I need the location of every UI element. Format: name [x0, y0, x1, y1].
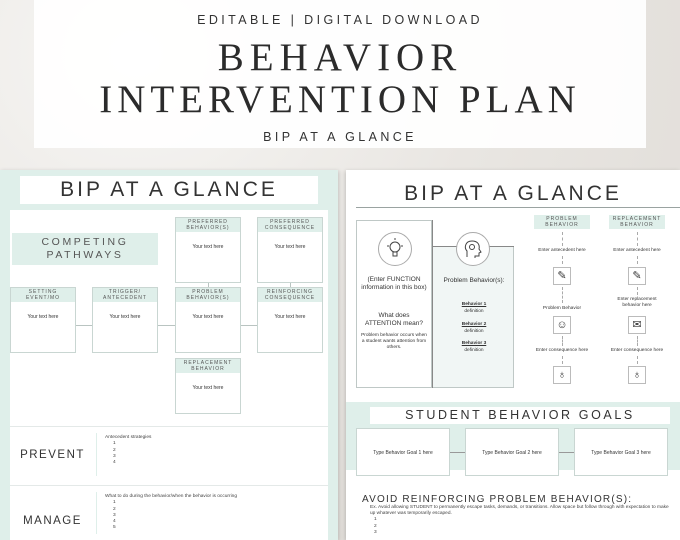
- problem-behaviors-label: Problem Behavior(s):: [443, 277, 505, 284]
- behavior-3-name: Behavior 3: [461, 341, 487, 346]
- behavior-3-def: definition: [464, 348, 484, 353]
- banner-title-line1: BEHAVIOR: [217, 36, 463, 79]
- manage-row: [10, 485, 328, 540]
- pencil-icon: ✎: [628, 267, 646, 285]
- flow-line: [637, 336, 638, 346]
- list-item: 2: [113, 506, 116, 512]
- attention-question: What does ATTENTION mean?: [364, 312, 424, 327]
- box-text: Your text here: [192, 314, 224, 320]
- flow-line: [637, 256, 638, 264]
- box-text: Your text here: [109, 314, 141, 320]
- goal-box-1[interactable]: Type Behavior Goal 1 here: [356, 428, 450, 476]
- list-item: 1: [113, 441, 116, 447]
- goal-box-2[interactable]: Type Behavior Goal 2 here: [465, 428, 559, 476]
- behavior-2-def: definition: [464, 329, 484, 334]
- left-page-side-band-right: [328, 210, 338, 540]
- left-page-title: BIP AT A GLANCE: [20, 176, 318, 204]
- problem-behavior-header: PROBLEM BEHAVIOR: [534, 215, 590, 229]
- banner-subtitle: BIP AT A GLANCE: [263, 130, 417, 144]
- flow-line: [562, 256, 563, 264]
- box-text: Your text here: [27, 314, 59, 320]
- row-divider: [96, 433, 97, 476]
- box-problem-behavior[interactable]: [175, 287, 241, 353]
- list-item: What to do during the behavior/when the behavior is occurring: [105, 494, 237, 499]
- list-item: 3: [113, 512, 116, 518]
- goal-connector: [559, 452, 574, 453]
- list-item: Antecedent strategies: [105, 435, 152, 440]
- goal-box-3[interactable]: Type Behavior Goal 3 here: [574, 428, 668, 476]
- list-item: 5: [113, 525, 116, 531]
- lightbulb-icon: [378, 232, 412, 266]
- box-header: PREFERRED BEHAVIOR(S): [176, 218, 240, 232]
- problem-antecedent[interactable]: Enter antecedent here: [538, 248, 586, 253]
- problem-behaviors-panel[interactable]: [432, 246, 514, 388]
- flow-line: [637, 356, 638, 364]
- goal-connector: [450, 452, 465, 453]
- box-text: Your text here: [274, 314, 306, 320]
- box-setting-event[interactable]: [10, 287, 76, 353]
- box-header: REINFORCING CONSEQUENCE: [258, 288, 322, 302]
- box-header: SETTING EVENT/MO: [11, 288, 75, 302]
- speech-bubble-icon: ✉: [628, 316, 646, 334]
- flow-line: [637, 232, 638, 246]
- banner-top-line: EDITABLE | DIGITAL DOWNLOAD: [197, 13, 483, 27]
- lightbulb-icon: ♁: [628, 366, 646, 384]
- box-trigger-antecedent[interactable]: [92, 287, 158, 353]
- manage-label: MANAGE: [23, 515, 82, 527]
- header-banner: [34, 0, 646, 148]
- attention-definition: Problem behavior occurs when a student wants attention from others.: [361, 333, 427, 350]
- goals-title: STUDENT BEHAVIOR GOALS: [370, 407, 670, 424]
- list-item: 2: [374, 523, 377, 529]
- box-header: PREFERRED CONSEQUENCE: [258, 218, 322, 232]
- right-page-title: BIP AT A GLANCE: [404, 182, 622, 205]
- flow-line: [562, 232, 563, 246]
- flow-line: [562, 336, 563, 346]
- flow-line: [637, 287, 638, 295]
- box-header: TRIGGER/ ANTECEDENT: [93, 288, 157, 302]
- box-preferred-consequence[interactable]: [257, 217, 323, 283]
- prevent-lines[interactable]: [105, 435, 151, 466]
- list-item: 2: [113, 447, 116, 453]
- behavior-1-name: Behavior 1: [461, 302, 487, 307]
- box-text: Your text here: [192, 385, 224, 391]
- box-replacement-behavior[interactable]: [175, 358, 241, 414]
- list-item: 1: [374, 517, 377, 523]
- problem-consequence[interactable]: Enter consequence here: [535, 348, 589, 353]
- list-item: Ex. Avoid allowing STUDENT to permanently escape tasks, demands, or transitions. Allow space but follow through with expectation to make up whatever was temporarily escaped.: [370, 505, 669, 517]
- pencil-icon: ✎: [553, 267, 571, 285]
- box-preferred-behavior[interactable]: [175, 217, 241, 283]
- replacement-behavior-header: REPLACEMENT BEHAVIOR: [609, 215, 665, 229]
- problem-behavior-text[interactable]: Problem Behavior: [542, 306, 582, 311]
- flow-line: [562, 287, 563, 303]
- row-divider: [96, 492, 97, 534]
- replacement-antecedent[interactable]: Enter antecedent here: [613, 248, 661, 253]
- competing-pathways-label: COMPETING PATHWAYS: [12, 233, 158, 265]
- box-text: Your text here: [274, 244, 306, 250]
- replacement-consequence[interactable]: Enter consequence here: [610, 348, 664, 353]
- manage-lines[interactable]: [105, 494, 237, 532]
- prevent-label: PREVENT: [20, 449, 85, 461]
- replacement-behavior-text[interactable]: Enter replacement behavior here: [617, 297, 657, 308]
- lightbulb-icon: ♁: [553, 366, 571, 384]
- list-item: 3: [113, 453, 116, 459]
- head-gears-icon: [456, 232, 490, 266]
- head-icon: ☺: [553, 316, 571, 334]
- list-item: 1: [113, 500, 116, 506]
- left-page-side-band: [0, 210, 10, 540]
- title-rule: [356, 207, 680, 208]
- box-header: PROBLEM BEHAVIOR(S): [176, 288, 240, 302]
- avoid-reinforcing-title: AVOID REINFORCING PROBLEM BEHAVIOR(S):: [362, 494, 633, 505]
- avoid-reinforcing-lines[interactable]: [370, 505, 670, 536]
- list-item: 4: [113, 460, 116, 466]
- box-text: Your text here: [192, 244, 224, 250]
- flow-line: [562, 356, 563, 364]
- behavior-2-name: Behavior 2: [461, 322, 487, 327]
- list-item: 3: [374, 529, 377, 535]
- box-header: REPLACEMENT BEHAVIOR: [176, 359, 240, 373]
- function-info-text: (Enter FUNCTION information in this box): [361, 276, 427, 291]
- list-item: 4: [113, 519, 116, 525]
- left-document-page: [0, 170, 338, 540]
- box-reinforcing-consequence[interactable]: [257, 287, 323, 353]
- prevent-row: [10, 426, 328, 482]
- behavior-1-def: definition: [464, 309, 484, 314]
- right-document-page: [346, 170, 680, 540]
- banner-title-line2: INTERVENTION PLAN: [99, 78, 581, 121]
